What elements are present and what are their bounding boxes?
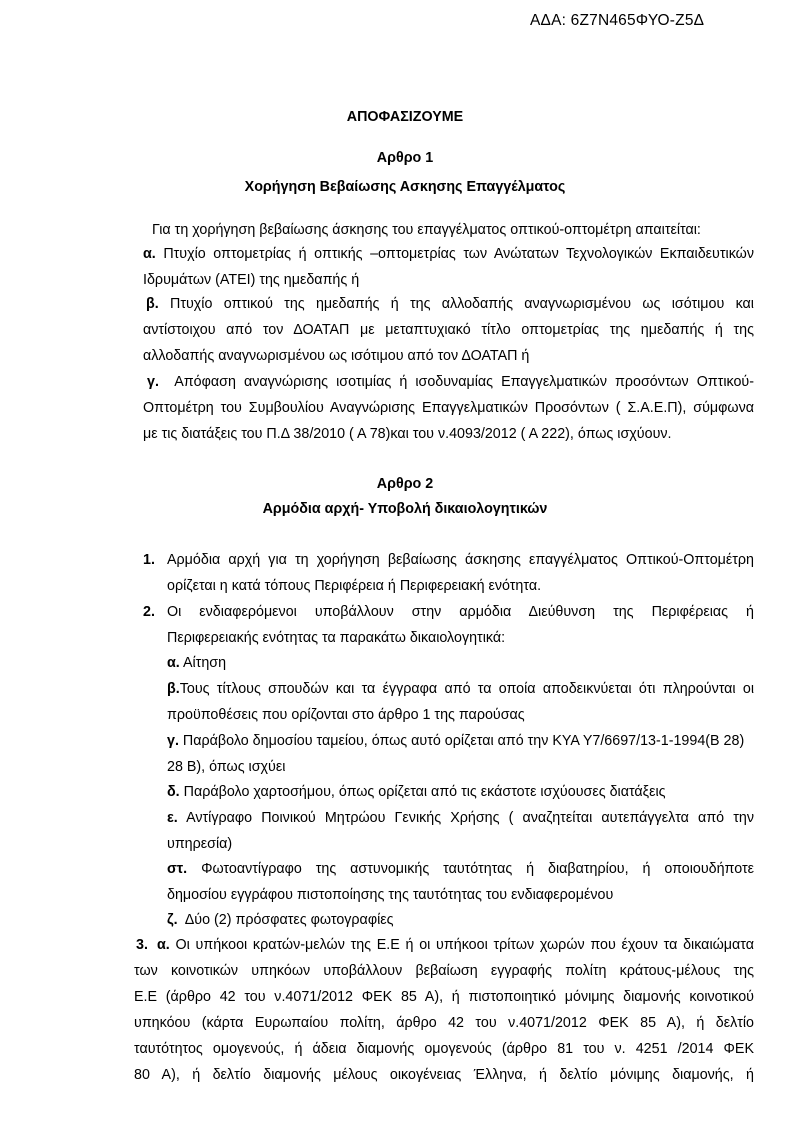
article-2-item-2e-line-1 <box>167 810 754 826</box>
article-1-item-a-line-2: Ιδρυμάτων (ΑΤΕΙ) της ημεδαπής ή <box>143 272 360 288</box>
article-2-item-3-line-1 <box>157 937 754 953</box>
article-2-item-1-line-2: ορίζεται η κατά τόπους Περιφέρεια ή Περιφερειακή ενότητα. <box>167 578 542 594</box>
article-1-item-c-line-3: με τις διατάξεις του Π.Δ 38/2010 ( Α 78)και του ν.4093/2012 ( Α 222), όπως ισχύουν. <box>143 426 672 442</box>
item-label: β. <box>146 296 159 312</box>
article-2-item-2st-line-1 <box>167 861 754 877</box>
article-2-item-2z <box>167 912 394 928</box>
article-2-item-2c-line-2: 28 Β), όπως ισχύει <box>167 759 286 775</box>
article-1-item-b-line-2: αντίστοιχου από τον ΔΟΑΤΑΠ με μεταπτυχιακό τίτλο οπτομετρίας της ημεδαπής ή της <box>143 322 754 338</box>
article-2-item-2st-line-2: δημοσίου εγγράφου πιστοποίησης της ταυτότητας του ενδιαφερομένου <box>167 887 614 903</box>
article-1-heading: Αρθρο 1 <box>376 150 434 166</box>
item-label: δ. <box>167 784 180 800</box>
article-2-item-3-line-6: 80 Α), ή δελτίο διαμονής μέλους οικογένειας Έλληνα, ή δελτίο μόνιμης διαμονής, ή <box>134 1067 754 1083</box>
article-2-item-2-number: 2. <box>143 604 155 620</box>
article-2-item-3-number: 3. <box>136 937 148 953</box>
article-2-item-2c-line-1 <box>167 733 744 749</box>
article-1-item-c-line-1 <box>147 374 754 390</box>
item-label: β. <box>167 681 180 697</box>
article-2-item-2-line-2: Περιφερειακής ενότητας τα παρακάτω δικαιολογητικά: <box>167 630 506 646</box>
article-1-item-b-line-1 <box>146 296 754 312</box>
item-text: Παράβολο χαρτοσήμου, όπως ορίζεται από τις εκάστοτε ισχύουσες διατάξεις <box>183 784 666 800</box>
article-2-item-2b-line-2: προϋποθέσεις που ορίζονται στο άρθρο 1 της παρούσας <box>167 707 525 723</box>
decision-title: ΑΠΟΦΑΣΙΖΟΥΜΕ <box>346 109 464 125</box>
item-label: γ. <box>167 733 179 749</box>
article-2-item-1-number: 1. <box>143 552 155 568</box>
article-2-item-3-line-3: Ε.Ε (άρθρο 42 του ν.4071/2012 ΦΕΚ 85 Α), ή πιστοποιητικό μόνιμης διαμονής κοινοτικού <box>134 989 754 1005</box>
item-text: Παράβολο δημοσίου ταμείου, όπως αυτό ορίζεται από την ΚΥΑ Υ7/6697/13-1-1994(Β 28) <box>182 733 745 749</box>
item-text: Φωτοαντίγραφο της αστυνομικής ταυτότητας ή διαβατηρίου, ή οποιουδήποτε <box>201 861 754 877</box>
item-text: Απόφαση αναγνώρισης ισοτιμίας ή ισοδυναμίας Επαγγελματικών προσόντων Οπτικού- <box>174 374 755 390</box>
article-2-item-3-line-5: ταυτότητος ομογενούς, ή άδεια διαμονής ομογενούς (άρθρο 81 του ν. 4251 /2014 ΦΕΚ <box>134 1041 754 1057</box>
item-label: ζ. <box>167 912 178 928</box>
article-2-item-3-line-2: των κοινοτικών υπηκόων υποβάλλουν βεβαίωση εγγραφής πολίτη κράτους-μέλους της <box>134 963 754 979</box>
item-label: α. <box>167 655 180 671</box>
article-2-item-2a <box>167 655 226 671</box>
article-1-subheading: Χορήγηση Βεβαίωσης Ασκησης Επαγγέλματος <box>244 179 566 195</box>
article-1-item-c-line-2: Οπτομέτρη του Συμβουλίου Αναγνώρισης Επαγγελματικών Προσόντων ( Σ.Α.Ε.Π), σύμφωνα <box>143 400 754 416</box>
article-2-item-3-line-4: υπηκόου (κάρτα Ευρωπαίου πολίτη, άρθρο 42 του ν.4071/2012 ΦΕΚ 85 Α), ή δελτίο <box>134 1015 754 1031</box>
article-1-item-a-line-1 <box>143 246 754 262</box>
item-text: Αντίγραφο Ποινικού Μητρώου Γενικής Χρήσης ( αναζητείται αυτεπάγγελτα από την <box>186 810 754 826</box>
item-label: στ. <box>167 861 188 877</box>
article-2-item-1-line-1: Αρμόδια αρχή για τη χορήγηση βεβαίωσης άσκησης επαγγέλματος Οπτικού-Οπτομέτρη <box>167 552 754 568</box>
item-label: α. <box>157 937 170 953</box>
item-text: Πτυχίο οπτομετρίας ή οπτικής –οπτομετρίας των Ανώτατων Τεχνολογικών Εκπαιδευτικών <box>163 246 754 262</box>
item-text: Αίτηση <box>182 655 227 671</box>
item-text: Πτυχίο οπτικού της ημεδαπής ή της αλλοδαπής αναγνωρισμένου ως ισότιμου και <box>170 296 754 312</box>
article-2-heading: Αρθρο 2 <box>376 476 434 492</box>
article-2-subheading: Αρμόδια αρχή- Υποβολή δικαιολογητικών <box>262 501 548 517</box>
article-1-intro: Για τη χορήγηση βεβαίωσης άσκησης του επαγγέλματος οπτικού-οπτομέτρη απαιτείται: <box>152 222 701 238</box>
item-text: Τους τίτλους σπουδών και τα έγγραφα από τα οποία αποδεικνύεται ότι πληρούνται οι <box>179 681 754 697</box>
article-2-item-2b-line-1 <box>167 681 754 697</box>
ada-code: ΑΔΑ: 6Ζ7Ν465ΦΥΟ-Ζ5Δ <box>530 12 705 29</box>
article-1-item-b-line-3: αλλοδαπής αναγνωρισμένου ως ισότιμου από τον ΔΟΑΤΑΠ ή <box>143 348 530 364</box>
item-label: γ. <box>147 374 159 390</box>
item-label: α. <box>143 246 156 262</box>
item-text: Οι υπήκοοι κρατών-μελών της Ε.Ε ή οι υπήκοοι τρίτων χωρών που έχουν τα δικαιώματα <box>175 937 754 953</box>
item-label: ε. <box>167 810 178 826</box>
item-text: Δύο (2) πρόσφατες φωτογραφίες <box>184 912 394 928</box>
article-2-item-2e-line-2: υπηρεσία) <box>167 836 233 852</box>
article-2-item-2d <box>167 784 666 800</box>
article-2-item-2-line-1: Οι ενδιαφερόμενοι υποβάλλουν στην αρμόδια Διεύθυνση της Περιφέρειας ή <box>167 604 754 620</box>
